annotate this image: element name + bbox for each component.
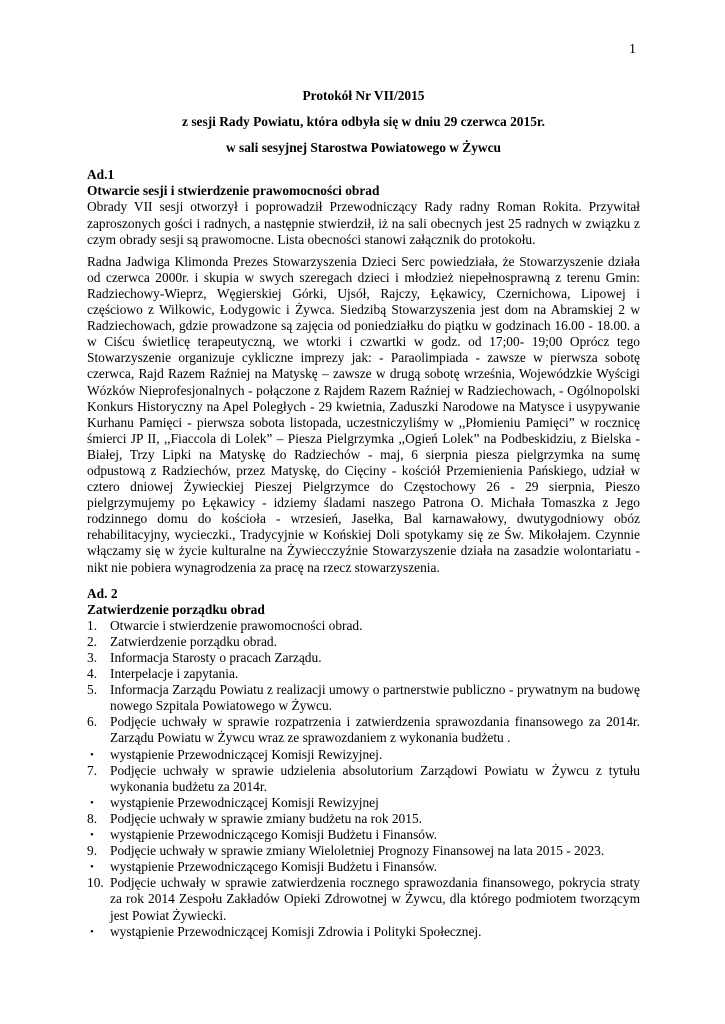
agenda-item	[87, 634, 640, 650]
session-location: w sali sesyjnej Starostwa Powiatowego w Żywcu	[226, 140, 501, 156]
agenda-item-number: 2.	[87, 633, 98, 649]
agenda-item-text: Podjęcie uchwały w sprawie rozpatrzenia i zatwierdzenia sprawozdania finansowego za 2014r. Zarządu Powiatu w Żywcu wraz ze sprawozdaniem z wykonania budżetu .	[110, 714, 640, 746]
agenda-list	[87, 618, 640, 940]
agenda-item	[87, 666, 640, 682]
agenda-item	[87, 650, 640, 666]
section-title-ad2: Zatwierdzenie porządku obrad	[87, 601, 265, 617]
agenda-item-text: wystąpienie Przewodniczącej Komisji Zdrowia i Polityki Społecznej.	[110, 923, 482, 939]
document-body	[87, 88, 640, 940]
agenda-item	[87, 827, 640, 843]
agenda-item	[87, 763, 640, 795]
agenda-item	[87, 714, 640, 746]
agenda-item-number: 4.	[87, 666, 98, 682]
agenda-item-text: Podjęcie uchwały w sprawie zmiany budżetu na rok 2015.	[110, 810, 422, 826]
bullet-marker: •	[90, 796, 94, 809]
agenda-item-number: 6.	[87, 714, 98, 730]
bullet-marker: •	[90, 748, 94, 761]
section-label-ad1: Ad.1	[87, 167, 115, 183]
section-label-ad2: Ad. 2	[87, 585, 118, 601]
agenda-item	[87, 811, 640, 827]
agenda-item-number: 5.	[87, 682, 98, 698]
agenda-item-text: Informacja Zarządu Powiatu z realizacji umowy o partnerstwie publiczno - prywatnym na budowę nowego Szpitala Powiatowego w Żywcu.	[110, 682, 640, 714]
section-title-ad1: Otwarcie sesji i stwierdzenie prawomocności obrad	[87, 183, 380, 199]
agenda-item-number: 1.	[87, 617, 98, 633]
agenda-item-number: 8.	[87, 810, 98, 826]
agenda-item	[87, 747, 640, 763]
agenda-item	[87, 843, 640, 859]
bullet-marker: •	[90, 861, 94, 874]
ad1-paragraph-2: Radna Jadwiga Klimonda Prezes Stowarzyszenia Dzieci Serc powiedziała, że Stowarzyszenie działa od czerwca 2000r. i skupia w swych szeregach dzieci i młodzież niepełnosprawną z terenu Gmin: Radziechowy-Wieprz, Węgierskiej Górki, Ujsół, Rajczy, Łękawicy, Czernichowa, Lipowej i częściowo z Wilkowic, Łodygowic i Żywca. Siedzibą Stowarzyszenia jest dom na Abramskiej 2 w Radziechowach, gdzie prowadzone są zajęcia od poniedziałku do piątku w godzinach 16.00 - 18.00. a w Ciścu świetlicę terapeutyczną, we wtorki i czwartki w godz. od 17;00- 19;00 Oprócz tego Stowarzyszenie organizuje cykliczne imprezy jak: - Paraolimpiada - zawsze w pierwsza sobotę czerwca, Rajd Razem Raźniej na Matyskę – zawsze w drugą sobotę września, Wojewódzkie Wyścigi Wózków Nieprofesjonalnych - połączone z Rajdem Razem Raźniej w Radziechowach, - Ogólnopolski Konkurs Historyczny na Apel Poległych - 29 kwietnia, Zaduszki Narodowe na Matysce i usypywanie Kurhanu Pamięci - pierwsza sobota listopada, uczestniczyliśmy w ,,Płomieniu Pamięci” w rocznicę śmierci JP II, ,,Fiaccola di Lolek” – Piesza Pielgrzymka ,,Ogień Lolek” na Podbeskidziu, z Bielska - Białej, Trzy Lipki na Matyskę do Radziechów - maj, 6 sierpnia piesza pielgrzymka na sumę odpustową z Radziechów, przez Matyskę, do Cięciny - kościół Przemienienia Pańskiego, udział w cztero dniowej Żywieckiej Pieszej Pielgrzymce do Częstochowy 26 - 29 sierpnia, Pieszo pielgrzymujemy po Łękawicy - idziemy śladami naszego Patrona O. Michała Tomaszka z Jego rodzinnego domu do kościoła - wrzesień, Jasełka, Bal karnawałowy, dwutygodniowy obóz rehabilitacyjny, wycieczki., Tradycyjnie w Końskiej Doli spotykamy się ze Św. Mikołajem. Czynnie włączamy się w życie kulturalne na Żywiecczyźnie Stowarzyszenie działa na zasadzie wolontariatu - nikt nie pobiera wynagrodzenia za pracę na rzecz stowarzyszenia.	[87, 253, 640, 575]
agenda-item-text: Interpelacje i zapytania.	[110, 666, 239, 682]
agenda-item-text: Otwarcie i stwierdzenie prawomocności obrad.	[110, 617, 363, 633]
agenda-item	[87, 924, 640, 940]
agenda-item-text: Podjęcie uchwały w sprawie zatwierdzenia rocznego sprawozdania finansowego, pokrycia straty za rok 2014 Zespołu Zakładów Opieki Zdrowotnej w Żywcu, dla którego podmiotem tworzącym jest Powiat Żywiecki.	[110, 875, 640, 923]
page-number: 1	[629, 42, 636, 57]
agenda-item-text: Informacja Starosty o pracach Zarządu.	[110, 650, 322, 665]
agenda-item-text: wystąpienie Przewodniczącego Komisji Budżetu i Finansów.	[110, 859, 438, 875]
agenda-item-text: wystąpienie Przewodniczącego Komisji Budżetu i Finansów.	[110, 827, 438, 843]
agenda-item-text: wystąpienie Przewodniczącej Komisji Rewizyjnej	[110, 794, 379, 810]
agenda-item-number: 9.	[87, 843, 98, 859]
agenda-item-text: Zatwierdzenie porządku obrad.	[110, 633, 277, 649]
bullet-marker: •	[90, 829, 94, 842]
agenda-item-number: 3.	[87, 650, 98, 665]
agenda-item-text: Podjęcie uchwały w sprawie udzielenia absolutorium Zarządowi Powiatu w Żywcu z tytułu wykonania budżetu za 2014r.	[110, 762, 640, 794]
agenda-item-text: wystąpienie Przewodniczącej Komisji Rewizyjnej.	[110, 746, 383, 762]
agenda-item	[87, 795, 640, 811]
ad1-paragraph-1: Obrady VII sesji otworzył i poprowadził Przewodniczący Rady radny Roman Rokita. Przywitał zaproszonych gości i radnych, a następnie stwierdził, iż na sali obecnych jest 25 radnych w związku z czym obrady sesji są prawomocne. Lista obecności stanowi załącznik do protokołu.	[87, 199, 640, 247]
protocol-title: Protokół Nr VII/2015	[302, 88, 425, 103]
agenda-item	[87, 682, 640, 714]
agenda-item-text: Podjęcie uchwały w sprawie zmiany Wieloletniej Prognozy Finansowej na lata 2015 - 2023.	[110, 843, 605, 859]
session-subtitle: z sesji Rady Powiatu, która odbyła się w dniu 29 czerwca 2015r.	[182, 114, 545, 130]
agenda-item-number: 10.	[87, 875, 104, 891]
agenda-item	[87, 859, 640, 875]
agenda-item-number: 7.	[87, 762, 98, 778]
agenda-item	[87, 618, 640, 634]
agenda-item	[87, 875, 640, 923]
bullet-marker: •	[90, 925, 94, 938]
